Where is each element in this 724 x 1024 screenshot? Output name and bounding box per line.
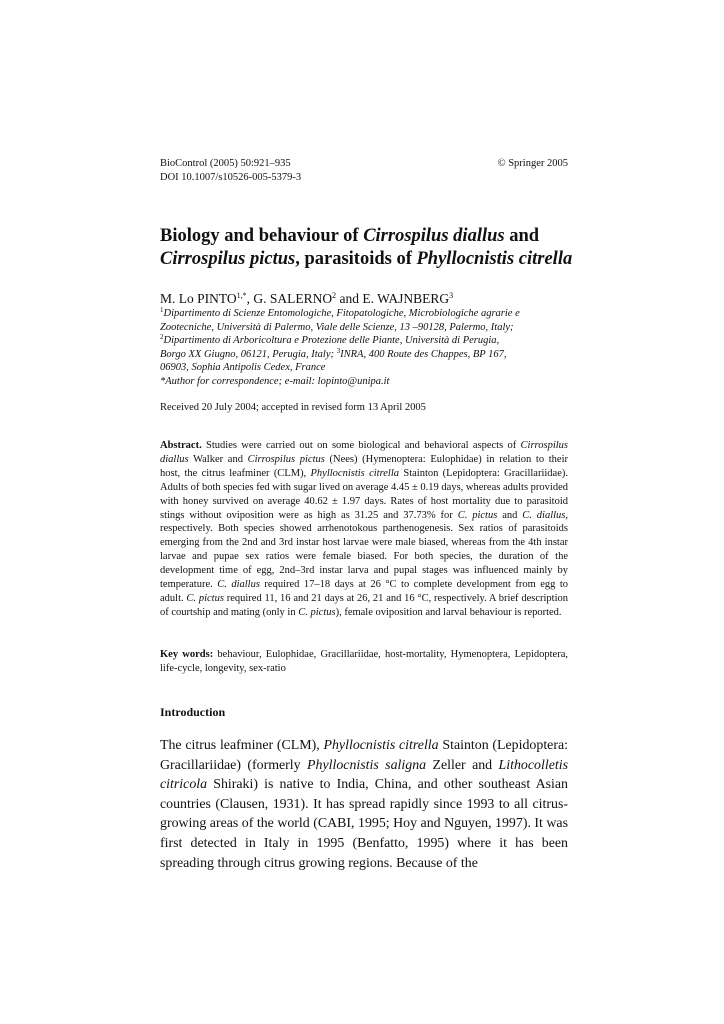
affiliation-text: Borgo XX Giugno, 06121, Perugia, Italy; [160, 348, 337, 360]
abstract-label: Abstract. [160, 440, 202, 451]
abstract-text: ), female oviposition and larval behaviour is reported. [335, 606, 562, 618]
affiliation-mark: 3 [336, 346, 341, 355]
received-dates: Received 20 July 2004; accepted in revised form 13 April 2005 [160, 402, 426, 413]
abstract-species: Cirrospilus pictus [247, 453, 325, 465]
abstract-species: C. pictus [186, 592, 224, 604]
body-species: Phyllocnistis saligna [307, 757, 427, 773]
affiliation-line: 06903, Sophia Antipolis Cedex, France [160, 362, 326, 374]
title-species-2: Cirrospilus pictus [160, 249, 296, 269]
author-list [160, 291, 453, 307]
author-name: , G. SALERNO [246, 291, 333, 306]
keywords [160, 648, 568, 676]
abstract-species: Phyllocnistis citrella [310, 467, 400, 479]
title-text: and [504, 226, 540, 246]
body-text: Zeller and [426, 757, 499, 773]
abstract-text: and [497, 509, 523, 521]
author-affiliation-mark: 3 [449, 291, 454, 300]
correspondence-line: *Author for correspondence; e-mail: lopinto@unipa.it [160, 375, 390, 387]
affiliation-line: Zootecniche, Università di Palermo, Viale delle Scienze, 13 –90128, Palermo, Italy; [160, 321, 514, 333]
affiliation-line [160, 348, 580, 362]
journal-citation: BioControl (2005) 50:921–935 [160, 158, 291, 169]
abstract-text: , respectively. Both species showed arrhenotokous parthenogenesis. Sex ratios of parasitoids emerging from the 2nd and 3rd instar host larvae were male biased, whereas from the 4th instar larvae and pupae sex ratios were female biased. For both species, the duration of the development time of egg, 2nd–3rd instar larva and pupal stages was influenced mainly by temperature. [160, 509, 569, 591]
abstract-text: required 11, 16 and 21 days at 26, 21 and 16 °C, respectively. A brief description of courtship and mating (only in [160, 592, 569, 618]
copyright-notice: © Springer 2005 [497, 158, 568, 169]
affiliation-text: Dipartimento di Arboricoltura e Protezione delle Piante, Università di Perugia, [163, 335, 500, 347]
body-text: The citrus leafminer (CLM), [160, 738, 324, 753]
abstract-text: Walker and [188, 453, 248, 465]
body-text: Shiraki) is native to India, China, and other southeast Asian countries (Clausen, 1931). It has spread rapidly since 1993 to all citrus-growing areas of the world (CABI, 1995; Hoy and Nguyen, 1997). It was first detected in Italy in 1995 (Benfatto, 1995) where it has been spreading through citrus growing regions. Because of the [160, 777, 568, 871]
abstract-species: C. pictus [457, 509, 498, 521]
keywords-label: Key words: [160, 649, 214, 660]
abstract-species: C. diallus [522, 509, 566, 521]
title-text: , parasitoids of [295, 249, 417, 269]
affiliation-mark: 2 [160, 333, 164, 342]
abstract-species: C. diallus [217, 579, 260, 591]
abstract-text: Studies were carried out on some biological and behavioral aspects of [201, 440, 521, 451]
abstract-text: required 17–18 days at 26 °C to complete development from egg to adult. [160, 579, 569, 604]
abstract-species: C. pictus [298, 606, 336, 618]
title-text: Biology and behaviour of [160, 226, 364, 246]
body-text: Stainton (Lepidoptera: Gracillariidae) (formerly [160, 738, 568, 773]
abstract-species: Cirrospilus diallus [160, 440, 568, 465]
affiliation-text: INRA, 400 Route des Chappes, BP 167, [340, 348, 507, 360]
body-species: Phyllocnistis citrella [323, 738, 439, 753]
affiliation-mark: 1 [160, 306, 164, 314]
affiliations [160, 307, 580, 389]
author-affiliation-mark: 1,* [236, 291, 247, 300]
abstract [160, 439, 568, 620]
affiliation-line [160, 334, 580, 348]
abstract-text: Stainton (Lepidoptera: Gracillariidae). Adults of both species fed with sugar lived on average 4.45 ± 0.19 days, whereas adults provided with honey survived on average 40.62 ± 1.97 days. Rates of host mortality due to parasitoid stings without oviposition were as high as 31.25 and 37.73% for [160, 467, 568, 521]
affiliation-text: Dipartimento di Scienze Entomologiche, Fitopatologiche, Microbiologiche agrarie e [163, 308, 520, 319]
journal-header [160, 157, 568, 185]
title-species-3: Phyllocnistis citrella [416, 249, 573, 269]
doi: DOI 10.1007/s10526-005-5379-3 [160, 172, 302, 183]
introduction-body [160, 736, 568, 873]
abstract-text: (Nees) (Hymenoptera: Eulophidae) in relation to their host, the citrus leafminer (CLM), [160, 453, 568, 479]
affiliation-line [160, 307, 580, 321]
body-species: Lithocolletis citricola [160, 757, 568, 793]
keywords-text: behaviour, Eulophidae, Gracillariidae, host-mortality, Hymenoptera, Lepidoptera, life-cycle, longevity, sex-ratio [160, 649, 568, 674]
title-species-1: Cirrospilus diallus [363, 226, 505, 246]
author-affiliation-mark: 2 [332, 291, 337, 300]
paper-title [160, 225, 580, 271]
author-name: M. Lo PINTO [160, 291, 237, 306]
author-name: and E. WAJNBERG [336, 291, 450, 306]
introduction-heading: Introduction [160, 705, 226, 719]
